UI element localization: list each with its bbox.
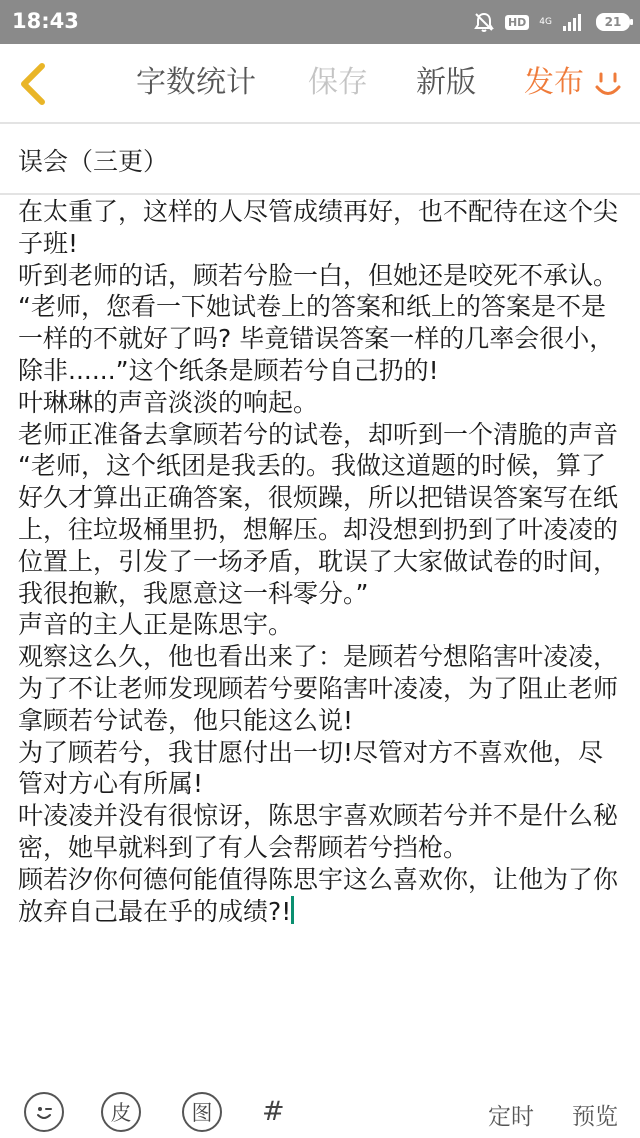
hd-badge: HD bbox=[505, 15, 529, 30]
content-editor[interactable] bbox=[18, 196, 626, 927]
wink-emoji-icon bbox=[32, 1100, 56, 1124]
image-button[interactable] bbox=[182, 1092, 222, 1132]
word-count-button[interactable]: 字数统计 bbox=[136, 65, 256, 100]
battery-icon bbox=[596, 13, 630, 31]
paragraph: 观察这么久，他也看出来了：是顾若兮想陷害叶凌凌，为了不让老师发现顾若兮要陷害叶凌凌，为了阻止老师拿顾若兮试卷，他只能这么说! bbox=[18, 642, 619, 735]
save-button[interactable]: 保存 bbox=[308, 65, 368, 100]
back-arrow-icon[interactable] bbox=[16, 62, 50, 106]
paragraph: 老师正准备去拿顾若兮的试卷，却听到一个清脆的声音 bbox=[18, 419, 619, 449]
new-version-button[interactable]: 新版 bbox=[416, 65, 476, 100]
network-label: 4G bbox=[539, 17, 552, 27]
text-cursor bbox=[291, 896, 294, 924]
status-time: 18:43 bbox=[12, 9, 79, 33]
signal-icon bbox=[562, 12, 586, 32]
skin-label: 皮 bbox=[110, 1101, 132, 1125]
status-icons bbox=[473, 10, 630, 34]
paragraph: 叶琳琳的声音淡淡的响起。 bbox=[18, 387, 319, 417]
skin-button[interactable] bbox=[101, 1092, 141, 1132]
timer-button[interactable]: 定时 bbox=[488, 1104, 534, 1130]
smile-icon[interactable] bbox=[593, 70, 623, 100]
bottom-toolbar bbox=[0, 1088, 640, 1138]
paragraph: “老师，您看一下她试卷上的答案和纸上的答案是不是一样的不就好了吗? 毕竟错误答案一样的几率会很小，除非......”这个纸条是顾若兮自己扔的! bbox=[18, 292, 615, 385]
publish-button[interactable]: 发布 bbox=[524, 65, 584, 100]
paragraph: 为了顾若兮，我甘愿付出一切!尽管对方不喜欢他，尽管对方心有所属! bbox=[18, 737, 604, 799]
paragraph: 在太重了，这样的人尽管成绩再好，也不配待在这个尖子班! bbox=[18, 197, 619, 258]
alarm-off-icon bbox=[473, 11, 495, 33]
preview-button[interactable]: 预览 bbox=[572, 1104, 618, 1130]
title-divider bbox=[0, 193, 640, 195]
status-bar bbox=[0, 0, 640, 44]
chapter-title-input[interactable]: 误会（三更） bbox=[18, 147, 169, 176]
emoji-button[interactable] bbox=[24, 1092, 64, 1132]
paragraph-last-text: 顾若汐你何德何能值得陈思宇这么喜欢你，让他为了你放弃自己最在乎的成绩?! bbox=[18, 864, 619, 926]
editor-toolbar bbox=[0, 44, 640, 122]
paragraph: 叶凌凌并没有很惊讶，陈思宇喜欢顾若兮并不是什么秘密，她早就料到了有人会帮顾若兮挡枪。 bbox=[18, 801, 619, 862]
paragraph-last bbox=[18, 864, 626, 928]
paragraph: 听到老师的话，顾若兮脸一白，但她还是咬死不承认。 bbox=[18, 260, 619, 290]
hashtag-button[interactable]: # bbox=[262, 1096, 285, 1127]
image-label: 图 bbox=[191, 1101, 213, 1125]
toolbar-divider bbox=[0, 122, 640, 124]
battery-level: 21 bbox=[604, 15, 622, 29]
paragraph: “老师，这个纸团是我丢的。我做这道题的时候，算了好久才算出正确答案，很烦躁，所以把错误答案写在纸上，往垃圾桶里扔，想解压。却没想到扔到了叶凌凌的位置上，引发了一场矛盾，耽误了大家做试卷的时间，我很抱歉，我愿意这一科零分。” bbox=[18, 451, 619, 608]
paragraph: 声音的主人正是陈思宇。 bbox=[18, 610, 294, 640]
